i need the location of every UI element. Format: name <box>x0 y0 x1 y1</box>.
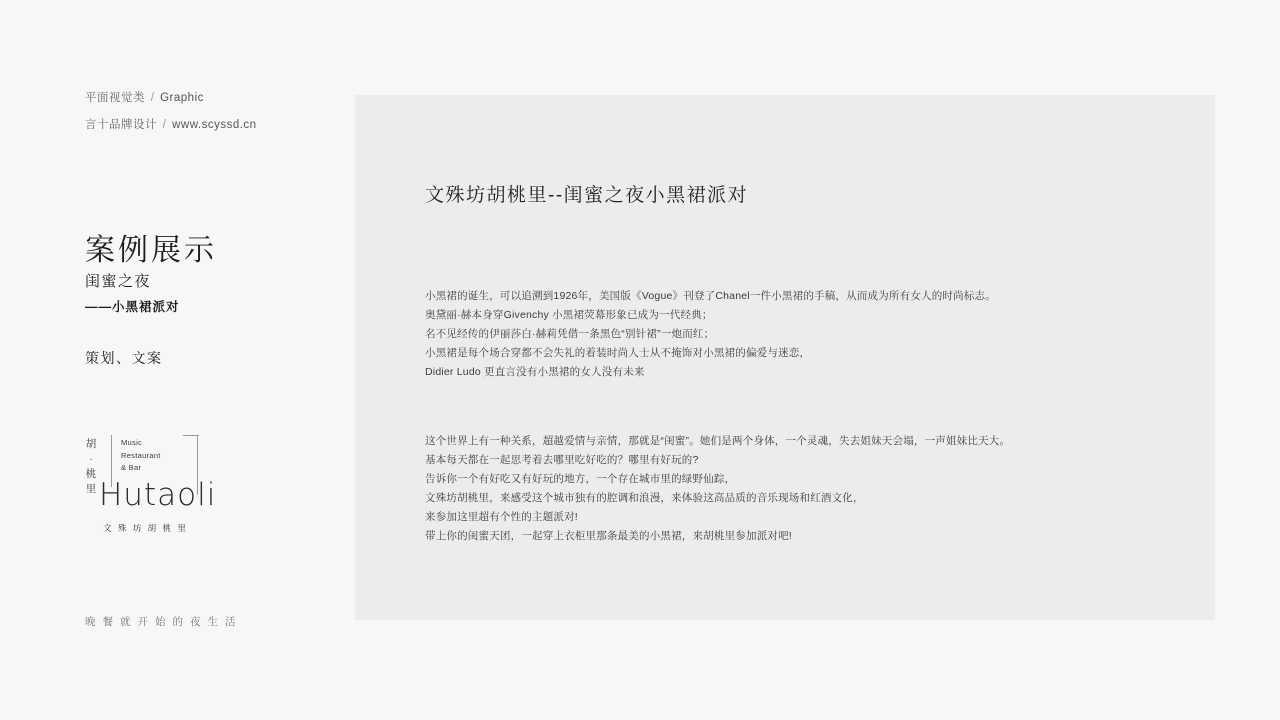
meta-category-latin: Graphic <box>160 92 204 104</box>
paragraph-line: Didier Ludo 更直言没有小黑裙的女人没有未来 <box>425 366 645 378</box>
meta-separator: / <box>150 92 155 104</box>
panel-title: 文殊坊胡桃里--闺蜜之夜小黑裙派对 <box>425 185 749 206</box>
logo-english-line: Restaurant <box>121 450 161 460</box>
logo-wordmark: Hutaoli <box>99 477 217 513</box>
panel-paragraph-one <box>425 287 1165 382</box>
left-info-column <box>85 90 335 366</box>
content-panel <box>355 95 1215 620</box>
meta-category-cn: 平面视觉类 <box>85 92 145 104</box>
paragraph-line: 基本每天都在一起思考着去哪里吃好吃的？哪里有好玩的? <box>425 454 699 466</box>
logo-english-line: Music <box>121 438 143 447</box>
meta-separator: / <box>162 119 167 132</box>
paragraph-line: 来参加这里超有个性的主题派对! <box>425 511 578 523</box>
logo-english-line: & Bar <box>121 463 142 472</box>
logo-vertical-char: 里 <box>85 483 97 495</box>
paragraph-line: 小黑裙的诞生，可以追溯到1926年，美国版《Vogue》刊登了Chanel一件小黑裙的手稿，从而成为所有女人的时尚标志。 <box>425 290 996 302</box>
paragraph-line: 小黑裙是每个场合穿都不会失礼的着装时尚人士从不掩饰对小黑裙的偏爱与迷恋， <box>425 347 811 359</box>
paragraph-line: 奥黛丽·赫本身穿Givenchy 小黑裙荧幕形象已成为一代经典； <box>425 309 713 321</box>
project-subtitle: 闺蜜之夜 <box>85 273 152 290</box>
logo-vertical-char: · <box>89 453 93 465</box>
paragraph-line: 这个世界上有一种关系，超越爱情与亲情，那就是“闺蜜”。她们是两个身体，一个灵魂，失去姐妹天会塌，一声姐妹比天大。 <box>425 435 1011 447</box>
meta-line-category <box>85 90 335 106</box>
logo-bottom-chinese: 文 殊 坊 胡 桃 里 <box>83 522 208 534</box>
project-subtitle-secondary: ——小黑裙派对 <box>85 300 180 314</box>
meta-line-studio <box>85 117 335 133</box>
paragraph-line: 文殊坊胡桃里，来感受这个城市独有的腔调和浪漫，来体验这高品质的音乐现场和红酒文化， <box>425 492 864 504</box>
logo-vertical-char: 桃 <box>85 468 97 480</box>
panel-paragraph-two <box>425 432 1165 546</box>
logo-english-stack <box>121 437 161 475</box>
paragraph-line: 名不见经传的伊丽莎白·赫莉凭借一条黑色“别针裙”一炮而红； <box>425 328 715 340</box>
logo-vertical-char: 胡 <box>85 438 97 450</box>
footer-slogan: 晚餐就开始的夜生活 <box>85 616 243 628</box>
project-role: 策划、文案 <box>85 350 163 366</box>
paragraph-line: 告诉你一个有好吃又有好玩的地方，一个存在城市里的绿野仙踪， <box>425 473 736 485</box>
brand-logo <box>83 435 217 540</box>
page-title: 案例展示 <box>85 234 217 267</box>
logo-vertical-chinese <box>83 437 99 497</box>
meta-studio-url[interactable]: www.scyssd.cn <box>172 119 257 132</box>
meta-studio-cn: 言十品牌设计 <box>85 119 157 132</box>
paragraph-line: 带上你的闺蜜天团，一起穿上衣柜里那条最美的小黑裙，来胡桃里参加派对吧! <box>425 530 792 542</box>
